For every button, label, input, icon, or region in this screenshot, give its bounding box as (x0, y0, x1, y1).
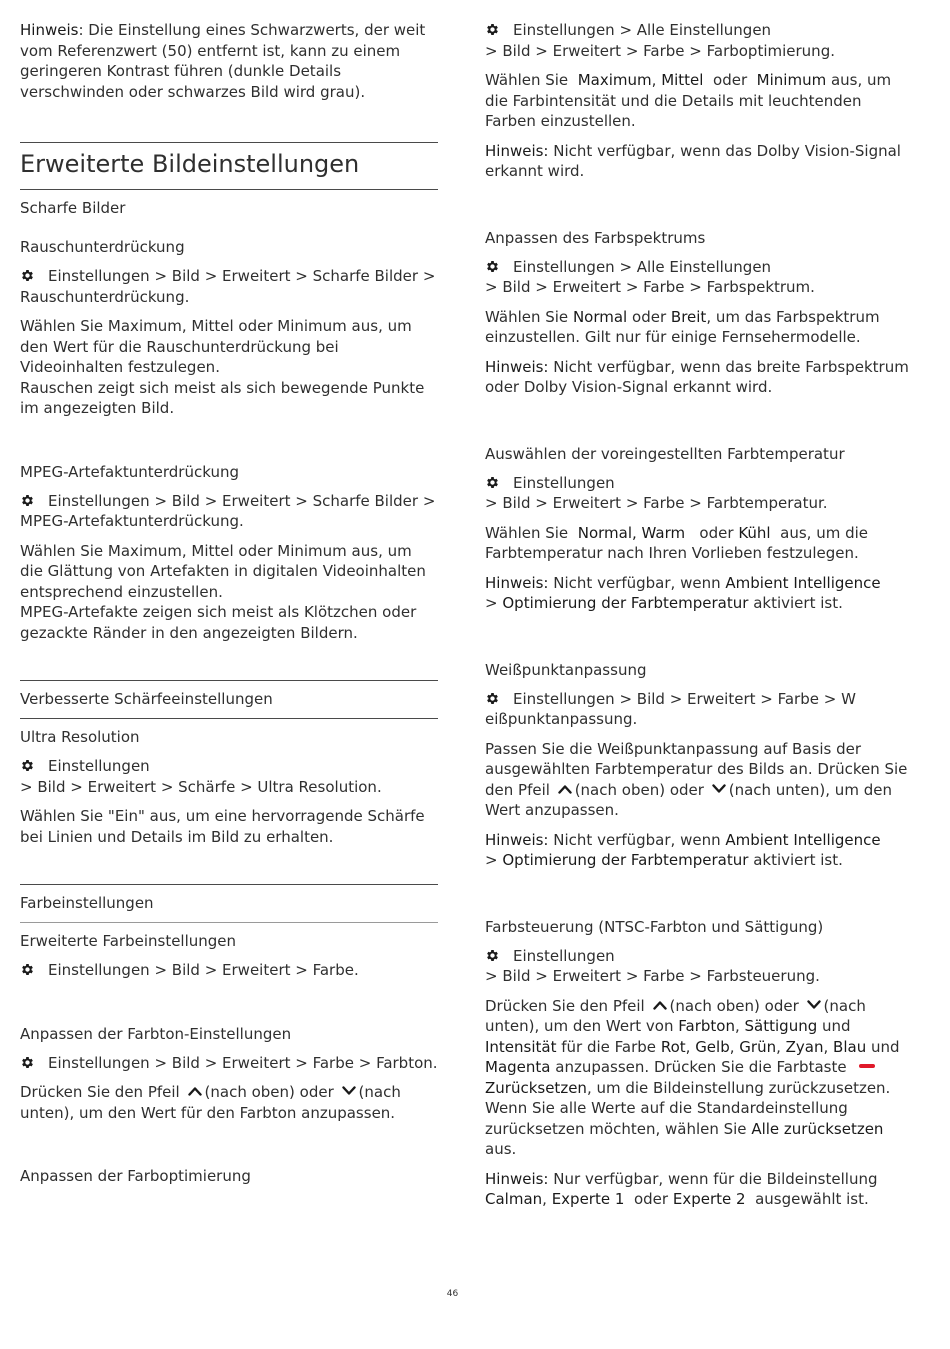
text: oder (632, 307, 667, 326)
value-rot: Rot (660, 1037, 686, 1056)
path-text: > Bild > Erweitert > Farbe > Farbsteuerung. (485, 967, 820, 985)
path-text: Einstellungen > Bild > Erweitert > Farbe > W (513, 689, 856, 708)
gear-icon (20, 268, 38, 284)
path-advanced-colour (20, 960, 438, 981)
text: aus, um die Farbtemperatur nach Ihren Vorlieben festzulegen. (485, 523, 868, 562)
value-ambient: Ambient Intelligence (725, 573, 881, 592)
value-intensitaet: Intensität (485, 1037, 557, 1056)
text: oder (699, 523, 734, 542)
gear-icon (485, 948, 503, 964)
path-colour-enhancement (485, 20, 915, 61)
path-text: Einstellungen > Bild > Erweitert > Scharfe Bilder > MPEG-Artefaktunterdrückung. (20, 491, 436, 530)
value-normal-warm: Normal, Warm (577, 523, 686, 542)
text: für die Farbe (561, 1037, 657, 1056)
hint (485, 357, 915, 398)
text: Drücken Sie den Pfeil (485, 996, 645, 1015)
value-optimierung: Optimierung der Farbtemperatur (502, 594, 749, 612)
text: aus. (485, 1140, 517, 1158)
hint: Hinweis: Nur verfügbar, wenn für die Bildeinstellung Calman, Experte 1 oder Experte 2 ausgewählt ist. (485, 1169, 878, 1208)
text: aktiviert ist. (753, 851, 843, 869)
path-text: Einstellungen > Alle Einstellungen (513, 257, 772, 276)
text: anzupassen. Drücken Sie die Farbtaste (555, 1058, 847, 1076)
path-text: Einstellungen > Bild > Erweitert > Scharfe Bilder > Rauschunterdrückung. (20, 267, 436, 306)
hint (485, 573, 915, 614)
paragraph: Drücken Sie den Pfeil (nach oben) oder (nach unten), um den Wert von Farbton, Sättigung und Intensität für die Farbe Rot, Gelb, Grün, Zyan, Blau und Magenta anzupassen. Drücken Sie die Farbtaste Zurücksetzen, um die Bildeinstellung zurückzusetzen. Wenn Sie alle Werte auf die Standardeinstellung zurücksetzen möchten, wählen Sie Alle zurücksetzen aus. (485, 996, 900, 1158)
text: > (485, 594, 498, 612)
path-text: > Bild > Erweitert > Farbe > Farboptimierung. (485, 41, 835, 60)
value-zyan: Zyan (785, 1037, 824, 1056)
hint-label: Hinweis: (485, 830, 549, 849)
left-column (20, 20, 438, 1195)
path-noise-reduction (20, 266, 438, 307)
value-mittel: Mittel (661, 71, 704, 89)
arrow-up-icon (558, 783, 572, 795)
gear-icon (485, 475, 503, 491)
paragraph: Wählen Sie Maximum, Mittel oder Minimum aus, um den Wert für die Rauschunterdrückung bei Videoinhalten festzulegen. (20, 317, 412, 376)
arrow-down-icon (342, 1085, 356, 1097)
text: Passen Sie die Weißpunktanpassung auf Basis der ausgewählten Farbtemperatur des Bilds an. Drücken Sie den Pfeil (485, 739, 908, 799)
paragraph: Wählen Sie Maximum, Mittel oder Minimum aus, um die Farbintensität und die Details mit leuchtenden Farben einzustellen. (485, 71, 892, 130)
subsection-title-sharpness: Verbesserte Schärfeeinstellungen (20, 690, 273, 708)
value-zuruecksetzen: Zurücksetzen (485, 1078, 587, 1097)
hint-text: Nicht verfügbar, wenn (553, 573, 721, 592)
text: oder (633, 1190, 669, 1208)
text: aktiviert ist. (753, 594, 843, 612)
section-title-advanced-picture: Erweiterte Bildeinstellungen (20, 150, 360, 178)
arrow-down-icon (712, 783, 726, 795)
red-key-icon (859, 1064, 875, 1068)
value-normal: Normal (572, 307, 628, 326)
heading-mpeg: MPEG-Artefaktunterdrückung (20, 462, 239, 481)
text: Wählen Sie (485, 523, 569, 542)
heading-hue: Anpassen der Farbton-Einstellungen (20, 1024, 292, 1043)
paragraph (485, 307, 915, 348)
value-alle-zuruecksetzen: Alle zurücksetzen (751, 1119, 884, 1138)
hint-text: Nicht verfügbar, wenn (553, 830, 721, 849)
hint-text: Nicht verfügbar, wenn das Dolby Vision-Signal erkannt wird. (485, 141, 901, 180)
gear-icon (20, 493, 38, 509)
value-kuehl: Kühl (738, 523, 771, 542)
path-text: eißpunktanpassung. (485, 710, 638, 728)
text: (nach oben) oder (574, 780, 704, 799)
hint-label: Hinweis: (485, 141, 549, 160)
path-ultra (20, 756, 438, 797)
paragraph: Rauschen zeigt sich meist als sich bewegende Punkte im angezeigten Bild. (20, 378, 425, 417)
arrow-down-icon (807, 999, 821, 1011)
heading-white-point: Weißpunktanpassung (485, 660, 647, 679)
hint-black-level (20, 20, 438, 102)
path-mpeg (20, 491, 438, 532)
heading-advanced-colour: Erweiterte Farbeinstellungen (20, 932, 237, 950)
value-gelb: Gelb (695, 1037, 730, 1056)
text: (nach oben) oder (669, 996, 799, 1015)
heading-noise-reduction: Rauschunterdrückung (20, 238, 185, 256)
text: Drücken Sie den Pfeil (20, 1083, 180, 1101)
value-gruen: Grün (739, 1037, 777, 1056)
hint-label: Hinweis: (485, 357, 549, 376)
text: (nach unten), um den Wert anzupassen. (485, 780, 892, 819)
path-text: Einstellungen (513, 946, 615, 965)
path-text: Einstellungen (48, 757, 150, 775)
text: und (871, 1037, 900, 1056)
right-column (485, 20, 915, 1219)
path-colour-gamut (485, 257, 915, 298)
arrow-up-icon (188, 1085, 202, 1097)
path-text: > Bild > Erweitert > Farbe > Farbtemperatur. (485, 494, 828, 512)
path-hue (20, 1053, 438, 1074)
path-text: > Bild > Erweitert > Farbe > Farbspektrum. (485, 278, 815, 296)
hint-text: : Die Einstellung eines Schwarzwerts, der weit vom Referenzwert (50) entfernt ist, kann zu einem geringeren Kontrast führen (dunkle Details verschwinden oder schwarzes Bild wird grau). (20, 21, 426, 101)
text: ausgewählt ist. (755, 1190, 869, 1208)
text: > (485, 851, 498, 869)
gear-icon (485, 691, 503, 707)
text: , um die Bildeinstellung zurückzusetzen. Wenn Sie alle Werte auf die Standardeinstellung zurücksetzen möchten, wählen Sie (485, 1078, 891, 1138)
hint-text: Nicht verfügbar, wenn das breite Farbspektrum oder Dolby Vision-Signal erkannt wird. (485, 357, 909, 396)
subsection-title-sharp: Scharfe Bilder (20, 199, 126, 217)
path-colour-control (485, 946, 915, 987)
path-text: Einstellungen (513, 473, 615, 492)
heading-colour-gamut: Anpassen des Farbspektrums (485, 228, 706, 247)
path-white-point (485, 689, 915, 730)
gear-icon (20, 1055, 38, 1071)
hint (485, 141, 915, 182)
heading-colour-control: Farbsteuerung (NTSC-Farbton und Sättigung) (485, 917, 824, 936)
value-maximum: Maximum (577, 71, 652, 89)
text: (nach oben) oder (204, 1083, 334, 1101)
gear-icon (485, 22, 503, 38)
gear-icon (20, 962, 38, 978)
text: Wählen Sie (485, 71, 569, 89)
hint (485, 830, 915, 871)
hint-label: Hinweis: (485, 1169, 549, 1188)
paragraph: MPEG-Artefakte zeigen sich meist als Klötzchen oder gezackte Ränder in den angezeigten Bildern. (20, 603, 417, 642)
heading-ultra-resolution: Ultra Resolution (20, 728, 140, 746)
text: (nach unten), um den Wert für den Farbton anzupassen. (20, 1083, 401, 1122)
arrow-up-icon (653, 999, 667, 1011)
value-blau: Blau (833, 1037, 867, 1056)
gear-icon (20, 758, 38, 774)
text: und (822, 1017, 851, 1035)
paragraph (485, 523, 915, 564)
gear-icon (485, 259, 503, 275)
paragraph: Wählen Sie "Ein" aus, um eine hervorragende Schärfe bei Linien und Details im Bild zu erhalten. (20, 807, 425, 846)
path-text: > Bild > Erweitert > Schärfe > Ultra Resolution. (20, 777, 382, 796)
path-colour-temperature (485, 473, 915, 514)
hint-label: Hinweis: (485, 573, 549, 592)
text: , um das Farbspektrum einzustellen. Gilt nur für einige Fernsehermodelle. (485, 307, 880, 346)
value-magenta: Magenta (485, 1058, 551, 1076)
heading-colour-enhancement: Anpassen der Farboptimierung (20, 1167, 251, 1185)
text: Wählen Sie (485, 307, 569, 326)
value-calman: Calman (485, 1190, 543, 1208)
value-optimierung: Optimierung der Farbtemperatur (502, 851, 749, 869)
hint-text: Nur verfügbar, wenn für die Bildeinstellung (553, 1169, 878, 1188)
path-text: Einstellungen > Bild > Erweitert > Farbe. (48, 961, 359, 979)
heading-colour-temperature: Auswählen der voreingestellten Farbtemperatur (485, 444, 845, 463)
value-farbton: Farbton (678, 1017, 735, 1035)
paragraph: Wählen Sie Maximum, Mittel oder Minimum aus, um die Glättung von Artefakten in digitalen Videoinhalten entsprechend einzustellen. (20, 541, 426, 601)
text: (nach unten), um den Wert von (485, 996, 866, 1035)
value-breit: Breit (670, 307, 707, 326)
text: oder (713, 71, 748, 89)
value-saettigung: Sättigung (744, 1017, 818, 1035)
paragraph (485, 739, 915, 821)
paragraph-hue (20, 1082, 438, 1123)
path-text: Einstellungen > Alle Einstellungen (513, 21, 772, 39)
page-number: 46 (446, 1289, 459, 1299)
value-experte-1: Experte 1 (551, 1190, 625, 1208)
path-text: Einstellungen > Bild > Erweitert > Farbe > Farbton. (48, 1053, 438, 1072)
text: aus, um die Farbintensität und die Details mit leuchtenden Farben einzustellen. (485, 71, 892, 130)
hint-label: Hinweis (20, 21, 79, 39)
subsection-title-colour: Farbeinstellungen (20, 894, 154, 912)
value-minimum: Minimum (756, 71, 827, 89)
value-ambient: Ambient Intelligence (725, 830, 881, 849)
value-experte-2: Experte 2 (672, 1190, 746, 1208)
